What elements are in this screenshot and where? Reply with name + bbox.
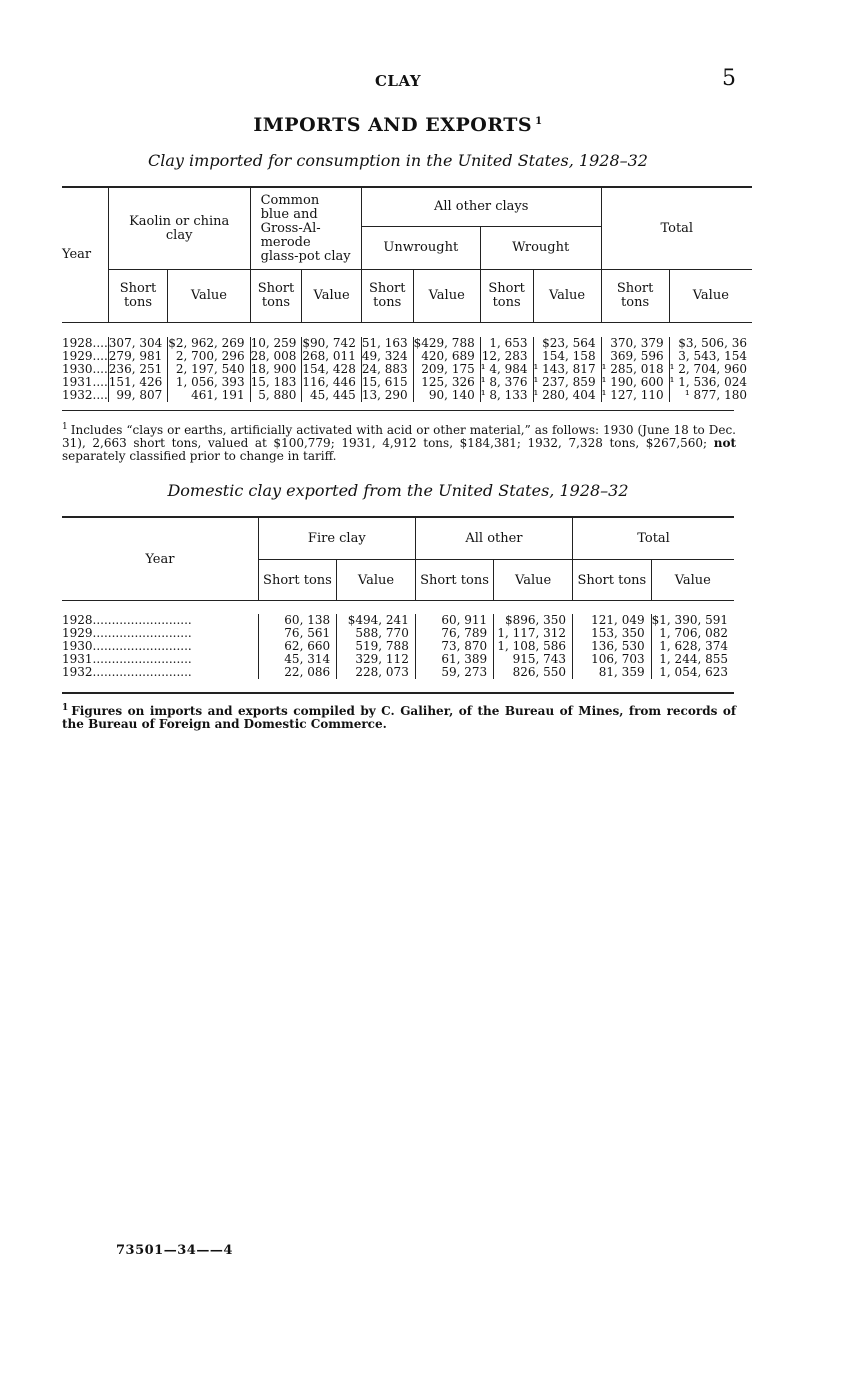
imports-cell-unw-value: $429, 788 — [413, 337, 480, 350]
exports-total-value-header: Value — [651, 560, 734, 601]
exports-cell-fire-tons: 76, 561 — [258, 627, 336, 640]
imports-kaolin-header: Kaolin or china clay — [108, 187, 250, 270]
imports-common-blue-header: Common blue and Gross-Al-merode glass-pot clay — [250, 187, 361, 270]
imports-kaolin-tons-header: Short tons — [108, 270, 167, 323]
exports-cell-fire-tons: 45, 314 — [258, 653, 336, 666]
imports-cell-total-value: 3, 543, 154 — [669, 350, 752, 363]
imports-footnote-end: separately classified prior to change in tariff. — [62, 449, 337, 463]
running-head — [0, 66, 852, 94]
imports-cell-kaolin-value: $2, 962, 269 — [168, 337, 250, 350]
exports-year-header: Year — [62, 517, 258, 601]
imports-cell-total-tons: ¹ 190, 600 — [601, 376, 669, 389]
imports-cell-wr-tons: ¹ 8, 133 — [480, 389, 533, 402]
imports-cell-blue-value: 268, 011 — [302, 350, 361, 363]
imports-row-year: 1932.... — [62, 388, 108, 402]
exports-cell-total-value: 1, 628, 374 — [651, 640, 734, 653]
imports-year-header: Year — [62, 187, 108, 323]
imports-wrought-header: Wrought — [480, 227, 601, 270]
imports-footnote-mark: 1 — [62, 422, 68, 432]
imports-cell-wr-tons: ¹ 8, 376 — [480, 376, 533, 389]
exports-row-year: 1928.......................... — [62, 613, 192, 627]
imports-cell-wr-tons: 1, 653 — [480, 337, 533, 350]
exports-cell-fire-tons: 22, 086 — [258, 666, 336, 679]
exports-cell-other-tons: 60, 911 — [415, 614, 493, 627]
imports-cell-kaolin-tons: 151, 426 — [108, 376, 167, 389]
imports-footnote-text: Includes “clays or earths, artificially activated with acid or other material,” as follows: 1930 (June 18 to Dec. 31), 2,663 short tons, valued at $100,779; 1931, 4,912 tons, $184,381; 1932, 7,328 tons, $267,560; — [62, 423, 736, 450]
section-title-note: 1 — [535, 115, 543, 127]
exports-cell-other-tons: 61, 389 — [415, 653, 493, 666]
imports-cell-blue-tons: 5, 880 — [250, 389, 302, 402]
section-footnote-mark: 1 — [62, 703, 69, 713]
imports-cell-total-tons: 370, 379 — [601, 337, 669, 350]
imports-cell-wr-value: ¹ 280, 404 — [533, 389, 601, 402]
exports-fire-clay-header: Fire clay — [258, 517, 415, 560]
imports-caption: Clay imported for consumption in the United States, 1928–32 — [148, 151, 648, 170]
imports-cell-total-value: ¹ 877, 180 — [669, 389, 752, 402]
exports-cell-total-tons: 81, 359 — [573, 666, 652, 679]
exports-other-tons-header: Short tons — [415, 560, 493, 601]
running-head-title: CLAY — [374, 72, 422, 90]
exports-cell-other-tons: 59, 273 — [415, 666, 493, 679]
exports-fire-tons-header: Short tons — [258, 560, 336, 601]
imports-bottom-rule — [62, 410, 734, 411]
imports-cell-unw-tons: 49, 324 — [361, 350, 413, 363]
imports-cell-kaolin-value: 2, 700, 296 — [168, 350, 250, 363]
exports-cell-fire-value: 588, 770 — [337, 627, 416, 640]
exports-cell-other-value: 915, 743 — [494, 653, 573, 666]
imports-cell-kaolin-value: 461, 191 — [168, 389, 250, 402]
exports-bottom-rule — [62, 692, 734, 694]
imports-total-tons-header: Short tons — [601, 270, 669, 323]
exports-caption: Domestic clay exported from the United States, 1928–32 — [167, 481, 629, 500]
imports-cell-kaolin-value: 1, 056, 393 — [168, 376, 250, 389]
imports-cell-wr-value: ¹ 143, 817 — [533, 363, 601, 376]
exports-fire-value-header: Value — [337, 560, 416, 601]
imports-total-value-header: Value — [669, 270, 752, 323]
imports-wr-tons-header: Short tons — [480, 270, 533, 323]
imports-wr-value-header: Value — [533, 270, 601, 323]
imports-footnote — [62, 421, 736, 463]
exports-row-year: 1929.......................... — [62, 626, 192, 640]
imports-cell-total-value: ¹ 1, 536, 024 — [669, 376, 752, 389]
section-title — [0, 114, 796, 136]
exports-cell-total-value: 1, 244, 855 — [651, 653, 734, 666]
exports-row-year: 1930.......................... — [62, 639, 192, 653]
exports-row-year: 1931.......................... — [62, 652, 192, 666]
section-footnote-text: Figures on imports and exports compiled by C. Galiher, of the Bureau of Mines, from records of the Bureau of Foreign and Domestic Commerce. — [62, 704, 736, 731]
imports-cell-blue-value: 154, 428 — [302, 363, 361, 376]
exports-table — [62, 516, 734, 679]
exports-cell-total-tons: 121, 049 — [573, 614, 652, 627]
exports-cell-fire-value: 329, 112 — [337, 653, 416, 666]
exports-table-row — [62, 666, 734, 679]
exports-other-value-header: Value — [494, 560, 573, 601]
imports-cell-total-tons: ¹ 127, 110 — [601, 389, 669, 402]
exports-total-tons-header: Short tons — [573, 560, 652, 601]
imports-footnote-emphasis: not — [713, 436, 736, 450]
imports-cell-unw-tons: 24, 883 — [361, 363, 413, 376]
exports-cell-other-tons: 76, 789 — [415, 627, 493, 640]
imports-cell-wr-tons: 12, 283 — [480, 350, 533, 363]
imports-cell-unw-tons: 13, 290 — [361, 389, 413, 402]
imports-cell-blue-value: 116, 446 — [302, 376, 361, 389]
imports-cell-unw-value: 125, 326 — [413, 376, 480, 389]
imports-blue-value-header: Value — [302, 270, 361, 323]
imports-cell-wr-tons: ¹ 4, 984 — [480, 363, 533, 376]
imports-cell-kaolin-tons: 99, 807 — [108, 389, 167, 402]
section-footnote — [62, 702, 736, 731]
imports-cell-unw-value: 90, 140 — [413, 389, 480, 402]
exports-all-other-header: All other — [415, 517, 572, 560]
exports-cell-fire-value: $494, 241 — [337, 614, 416, 627]
imports-cell-blue-tons: 18, 900 — [250, 363, 302, 376]
imports-cell-unw-tons: 15, 615 — [361, 376, 413, 389]
exports-cell-other-value: $896, 350 — [494, 614, 573, 627]
imports-unwrought-header: Unwrought — [361, 227, 480, 270]
imports-total-header: Total — [601, 187, 752, 270]
exports-cell-total-value: 1, 054, 623 — [651, 666, 734, 679]
imports-cell-wr-value: $23, 564 — [533, 337, 601, 350]
imports-row-year: 1931.... — [62, 375, 108, 389]
imports-blue-tons-header: Short tons — [250, 270, 302, 323]
section-title-text: IMPORTS AND EXPORTS — [253, 114, 533, 136]
imports-cell-blue-value: $90, 742 — [302, 337, 361, 350]
imports-cell-blue-value: 45, 445 — [302, 389, 361, 402]
imports-cell-wr-value: 154, 158 — [533, 350, 601, 363]
imports-spacer — [62, 323, 752, 338]
imports-cell-kaolin-tons: 279, 981 — [108, 350, 167, 363]
imports-cell-unw-value: 420, 689 — [413, 350, 480, 363]
exports-cell-other-value: 1, 117, 312 — [494, 627, 573, 640]
exports-cell-total-value: $1, 390, 591 — [651, 614, 734, 627]
page-number: 5 — [722, 66, 736, 91]
imports-table — [62, 186, 752, 402]
exports-cell-fire-value: 519, 788 — [337, 640, 416, 653]
imports-row-year: 1930.... — [62, 362, 108, 376]
imports-cell-unw-tons: 51, 163 — [361, 337, 413, 350]
imports-cell-total-tons: ¹ 285, 018 — [601, 363, 669, 376]
imports-unw-tons-header: Short tons — [361, 270, 413, 323]
exports-cell-other-tons: 73, 870 — [415, 640, 493, 653]
imports-cell-total-tons: 369, 596 — [601, 350, 669, 363]
imports-cell-unw-value: 209, 175 — [413, 363, 480, 376]
print-code: 73501—34——4 — [116, 1243, 233, 1258]
exports-spacer — [62, 601, 734, 615]
imports-unw-value-header: Value — [413, 270, 480, 323]
imports-row-year: 1929.... — [62, 349, 108, 363]
exports-cell-total-value: 1, 706, 082 — [651, 627, 734, 640]
imports-cell-blue-tons: 28, 008 — [250, 350, 302, 363]
exports-cell-total-tons: 136, 530 — [573, 640, 652, 653]
exports-row-year: 1932.......................... — [62, 665, 192, 679]
imports-table-row — [62, 389, 752, 402]
imports-kaolin-value-header: Value — [168, 270, 250, 323]
exports-cell-fire-tons: 60, 138 — [258, 614, 336, 627]
imports-cell-kaolin-value: 2, 197, 540 — [168, 363, 250, 376]
exports-cell-fire-value: 228, 073 — [337, 666, 416, 679]
imports-cell-total-value: $3, 506, 36 — [669, 337, 752, 350]
imports-cell-wr-value: ¹ 237, 859 — [533, 376, 601, 389]
exports-cell-other-value: 1, 108, 586 — [494, 640, 573, 653]
imports-cell-blue-tons: 10, 259 — [250, 337, 302, 350]
exports-cell-total-tons: 106, 703 — [573, 653, 652, 666]
imports-cell-kaolin-tons: 307, 304 — [108, 337, 167, 350]
imports-all-other-header: All other clays — [361, 187, 601, 227]
imports-cell-blue-tons: 15, 183 — [250, 376, 302, 389]
imports-row-year: 1928.... — [62, 336, 108, 350]
exports-cell-other-value: 826, 550 — [494, 666, 573, 679]
imports-cell-total-value: ¹ 2, 704, 960 — [669, 363, 752, 376]
exports-cell-fire-tons: 62, 660 — [258, 640, 336, 653]
exports-cell-total-tons: 153, 350 — [573, 627, 652, 640]
imports-cell-kaolin-tons: 236, 251 — [108, 363, 167, 376]
exports-total-header: Total — [573, 517, 734, 560]
